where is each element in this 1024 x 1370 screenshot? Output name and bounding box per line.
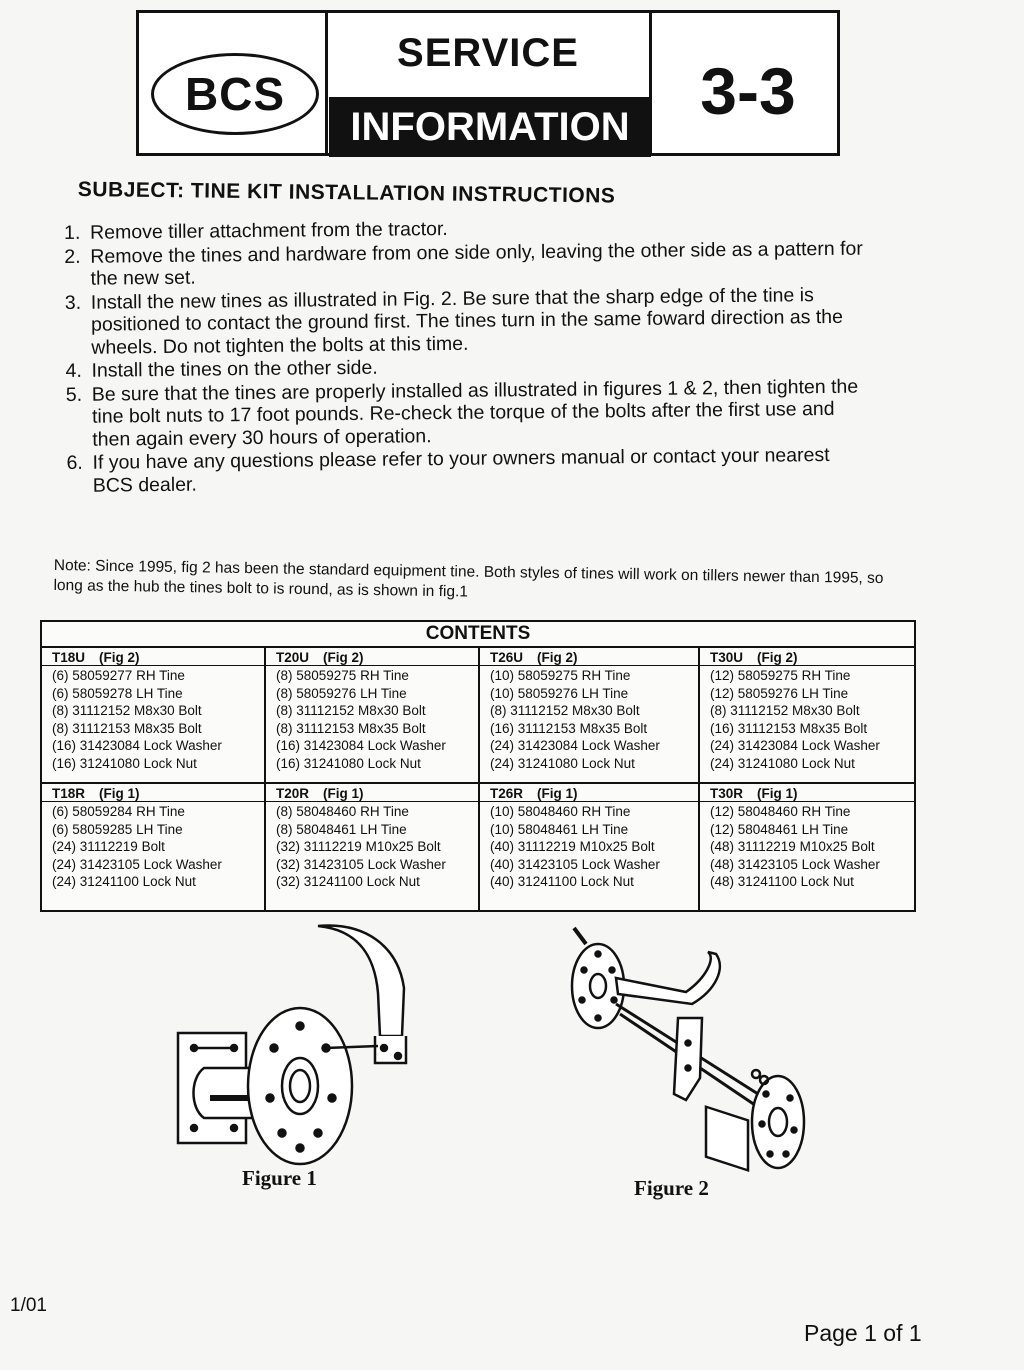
- kit-code: T30U: [710, 650, 744, 665]
- kit-part-line: (24) 31423105 Lock Washer: [52, 856, 222, 872]
- kit-header: [480, 786, 698, 802]
- kit-part-line: (12) 58059275 RH Tine: [710, 668, 851, 683]
- kit-header: [700, 786, 914, 802]
- kit-part-line: (24) 31241080 Lock Nut: [490, 755, 635, 771]
- kit-cell: [480, 784, 700, 910]
- kit-part-line: (6) 58059284 RH Tine: [52, 804, 185, 819]
- step-text: If you have any questions please refer to your owners manual or contact your nearest BCS dealer.: [92, 443, 830, 497]
- step-text: Remove the tines and hardware from one side only, leaving the other side as a pattern for the new set.: [90, 237, 863, 290]
- step-number: 1.: [64, 221, 81, 244]
- kit-part-line: (24) 31241080 Lock Nut: [710, 755, 855, 771]
- kit-cell: [480, 648, 700, 784]
- kit-cell: [700, 784, 914, 910]
- step-text: Install the new tines as illustrated in Fig. 2. Be sure that the sharp edge of the tine is positioned to contact the ground first. The tines turn in the same foward direction as the wheels. Do not tighten the bolts at this time.: [90, 283, 844, 359]
- figure-1-caption: Figure 1: [242, 1166, 317, 1190]
- contents-row-u: [42, 648, 914, 784]
- step-number: 2.: [64, 245, 81, 268]
- kit-figure-ref: (Fig 1): [99, 786, 140, 801]
- page-number: Page 1 of 1: [804, 1320, 922, 1346]
- kit-part-line: (8) 31112152 M8x30 Bolt: [276, 703, 426, 718]
- kit-code: T26R: [490, 786, 524, 801]
- step-text: Remove tiller attachment from the tractor.: [89, 217, 448, 244]
- kit-part-line: (8) 58059275 RH Tine: [276, 668, 409, 683]
- kit-part-line: (8) 58048460 RH Tine: [276, 804, 409, 819]
- date-code: 1/01: [10, 1295, 47, 1316]
- kit-header: [266, 650, 478, 666]
- figure-1-illustration: [170, 918, 460, 1168]
- kit-part-line: (24) 31423084 Lock Washer: [710, 738, 880, 753]
- kit-cell: [42, 784, 266, 910]
- kit-part-line: (24) 31423084 Lock Washer: [490, 738, 660, 753]
- kit-cell: [700, 648, 914, 784]
- kit-cell: [266, 648, 480, 784]
- kit-part-line: (32) 31423105 Lock Washer: [276, 856, 446, 872]
- kit-part-line: (24) 31112219 Bolt: [52, 839, 165, 854]
- kit-part-line: (16) 31423084 Lock Washer: [276, 738, 446, 753]
- kit-part-line: (8) 31112152 M8x30 Bolt: [710, 703, 860, 718]
- kit-part-line: (12) 58048461 LH Tine: [710, 821, 849, 837]
- kit-code: T20R: [276, 786, 310, 801]
- service-word: SERVICE: [397, 31, 579, 75]
- kit-code: T30R: [710, 786, 744, 801]
- kit-part-line: (48) 31423105 Lock Washer: [710, 856, 880, 872]
- kit-part-line: (24) 31241100 Lock Nut: [52, 874, 196, 889]
- contents-table: [40, 620, 916, 912]
- header-divider-right: [649, 13, 652, 153]
- kit-figure-ref: (Fig 1): [323, 786, 364, 801]
- kit-part-line: (8) 58059276 LH Tine: [276, 685, 407, 701]
- step-text: Install the tines on the other side.: [91, 356, 378, 382]
- kit-part-line: (40) 31241100 Lock Nut: [490, 874, 634, 889]
- kit-part-line: (48) 31112219 M10x25 Bolt: [710, 839, 875, 854]
- step-item: [66, 444, 866, 497]
- kit-part-line: (8) 31112152 M8x30 Bolt: [52, 703, 202, 718]
- kit-part-line: (16) 31112153 M8x35 Bolt: [710, 720, 868, 736]
- header-divider-left: [325, 13, 328, 153]
- kit-part-line: (8) 31112152 M8x30 Bolt: [490, 703, 640, 718]
- step-number: 5.: [65, 383, 83, 406]
- kit-part-line: (10) 58048460 RH Tine: [490, 804, 631, 819]
- kit-part-line: (32) 31112219 M10x25 Bolt: [276, 839, 441, 854]
- note-paragraph: Note: Since 1995, fig 2 has been the standard equipment tine. Both styles of tines will work on tillers newer than 1995, so long as the hub the tines bolt to is round, as is shown in fig.1: [53, 556, 884, 601]
- kit-part-line: (16) 31112153 M8x35 Bolt: [490, 720, 648, 736]
- step-item: [66, 375, 867, 451]
- kit-figure-ref: (Fig 1): [537, 786, 578, 801]
- step-text: Be sure that the tines are properly installed as illustrated in figures 1 & 2, then tighten the tine bolt nuts to 17 foot pounds. Re-check the torque of the bolts after the first use and then again every 30 hours of operation.: [91, 375, 859, 451]
- step-number: 6.: [66, 451, 83, 474]
- kit-header: [480, 650, 698, 666]
- kit-code: T18R: [52, 786, 86, 801]
- figure-2-caption: Figure 2: [634, 1176, 709, 1200]
- step-number: 3.: [64, 291, 82, 314]
- kit-figure-ref: (Fig 2): [537, 650, 578, 665]
- kit-header: [42, 786, 264, 802]
- kit-part-line: (16) 31423084 Lock Washer: [52, 738, 222, 753]
- figure-2-illustration: [556, 918, 846, 1178]
- kit-part-line: (6) 58059278 LH Tine: [52, 685, 183, 701]
- logo-text: BCS: [184, 68, 286, 120]
- kit-cell: [266, 784, 480, 910]
- information-band: [329, 97, 651, 157]
- step-item: [64, 237, 864, 290]
- kit-part-line: (8) 58048461 LH Tine: [276, 821, 407, 837]
- kit-header: [700, 650, 914, 666]
- kit-part-line: (16) 31241080 Lock Nut: [52, 755, 197, 771]
- kit-part-line: (40) 31423105 Lock Washer: [490, 856, 660, 872]
- document-number: 3-3: [700, 54, 796, 128]
- kit-header: [42, 650, 264, 666]
- kit-header: [266, 786, 478, 802]
- kit-figure-ref: (Fig 2): [99, 650, 140, 665]
- step-number: 4.: [65, 359, 82, 382]
- instruction-steps: [64, 214, 867, 498]
- contents-title: CONTENTS: [42, 622, 914, 648]
- step-item: [65, 283, 866, 359]
- kit-code: T20U: [276, 650, 310, 665]
- kit-code: T26U: [490, 650, 524, 665]
- information-word: INFORMATION: [350, 104, 630, 149]
- kit-figure-ref: (Fig 2): [323, 650, 364, 665]
- contents-row-r: [42, 784, 914, 910]
- subject-heading: SUBJECT: TINE KIT INSTALLATION INSTRUCTIONS: [77, 178, 616, 208]
- kit-part-line: (40) 31112219 M10x25 Bolt: [490, 839, 655, 854]
- kit-part-line: (8) 31112153 M8x35 Bolt: [52, 720, 202, 736]
- kit-part-line: (12) 58059276 LH Tine: [710, 685, 849, 701]
- kit-part-line: (48) 31241100 Lock Nut: [710, 874, 854, 889]
- kit-part-line: (32) 31241100 Lock Nut: [276, 874, 420, 889]
- kit-part-line: (6) 58059277 RH Tine: [52, 668, 185, 683]
- kit-part-line: (10) 58048461 LH Tine: [490, 821, 629, 837]
- kit-cell: [42, 648, 266, 784]
- bcs-logo: [151, 53, 319, 135]
- kit-part-line: (6) 58059285 LH Tine: [52, 821, 183, 837]
- kit-part-line: (16) 31241080 Lock Nut: [276, 755, 421, 771]
- kit-code: T18U: [52, 650, 86, 665]
- kit-figure-ref: (Fig 2): [757, 650, 798, 665]
- kit-part-line: (8) 31112153 M8x35 Bolt: [276, 720, 426, 736]
- kit-part-line: (10) 58059276 LH Tine: [490, 685, 629, 701]
- kit-part-line: (10) 58059275 RH Tine: [490, 668, 631, 683]
- kit-part-line: (12) 58048460 RH Tine: [710, 804, 851, 819]
- service-info-header: [136, 10, 840, 156]
- kit-figure-ref: (Fig 1): [757, 786, 798, 801]
